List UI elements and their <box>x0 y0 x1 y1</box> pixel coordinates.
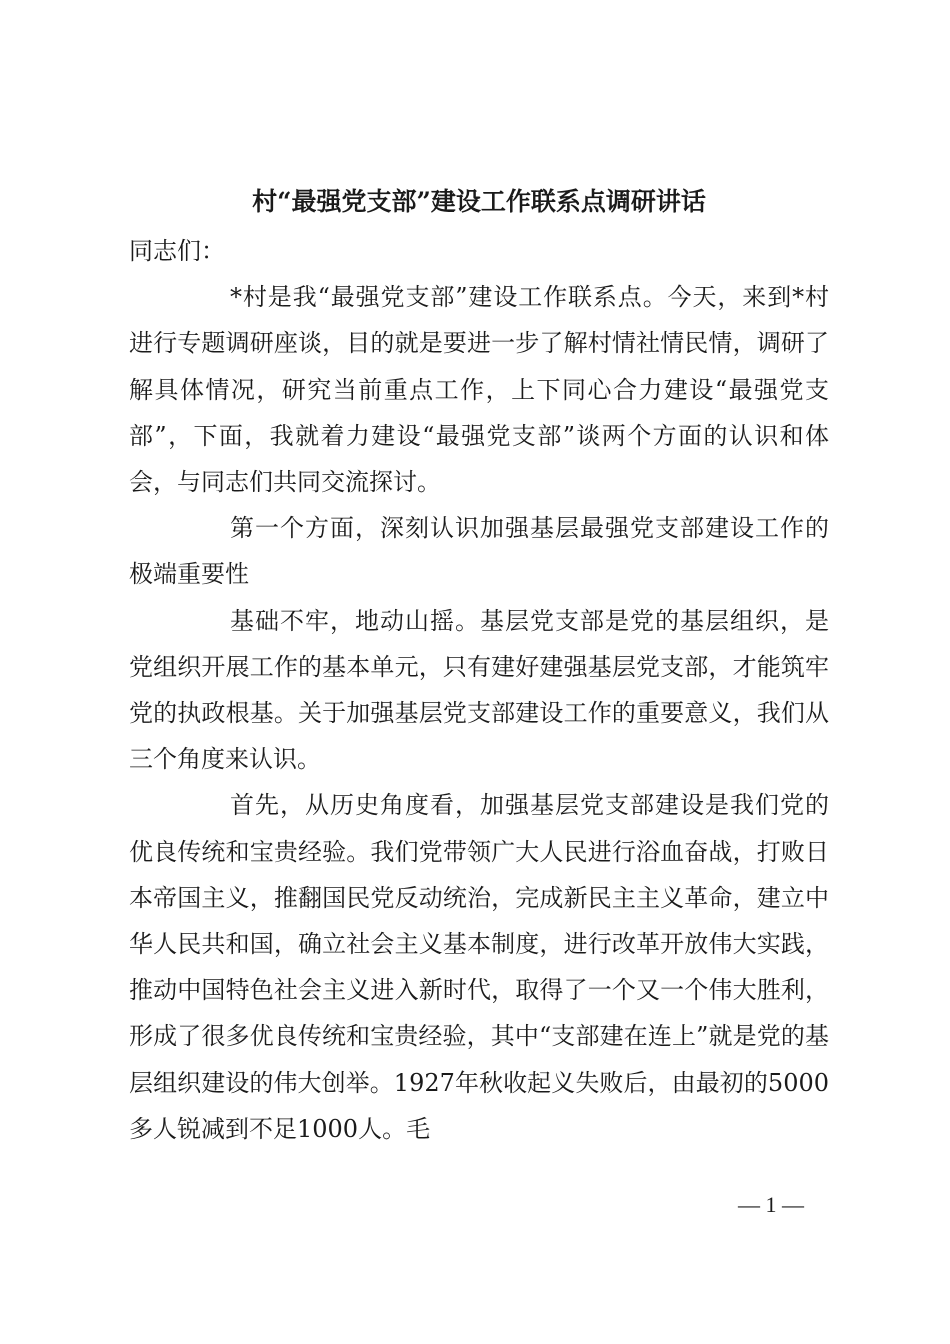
paragraph-history: 首先，从历史角度看，加强基层党支部建设是我们党的优良传统和宝贵经验。我们党带领广大人民进行浴血奋战，打败日本帝国主义，推翻国民党反动统治，完成新民主主义革命，建立中华人民共和国，确立社会主义基本制度，进行改革开放伟大实践，推动中国特色社会主义进入新时代，取得了一个又一个伟大胜利，形成了很多优良传统和宝贵经验，其中“支部建在连上”就是党的基层组织建设的伟大创举。1927年秋收起义失败后，由最初的5000多人锐减到不足1000人。毛 <box>129 791 829 1143</box>
paragraph-section-heading: 第一个方面，深刻认识加强基层最强党支部建设工作的极端重要性 <box>129 514 829 589</box>
paragraph-foundation: 基础不牢，地动山摇。基层党支部是党的基层组织，是党组织开展工作的基本单元，只有建好建强基层党支部，才能筑牢党的执政根基。关于加强基层党支部建设工作的重要意义，我们从三个角度来认识。 <box>129 606 829 774</box>
document-body <box>129 228 829 1152</box>
page-number: — 1 — <box>738 1192 804 1217</box>
document-title: 村“最强党支部”建设工作联系点调研讲话 <box>252 187 706 216</box>
paragraph-intro: *村是我“最强党支部”建设工作联系点。今天，来到*村进行专题调研座谈，目的就是要进一步了解村情社情民情，调研了解具体情况，研究当前重点工作，上下同心合力建设“最强党支部”，下面，我就着力建设“最强党支部”谈两个方面的认识和体会，与同志们共同交流探讨。 <box>129 283 829 497</box>
salutation: 同志们： <box>129 237 225 265</box>
